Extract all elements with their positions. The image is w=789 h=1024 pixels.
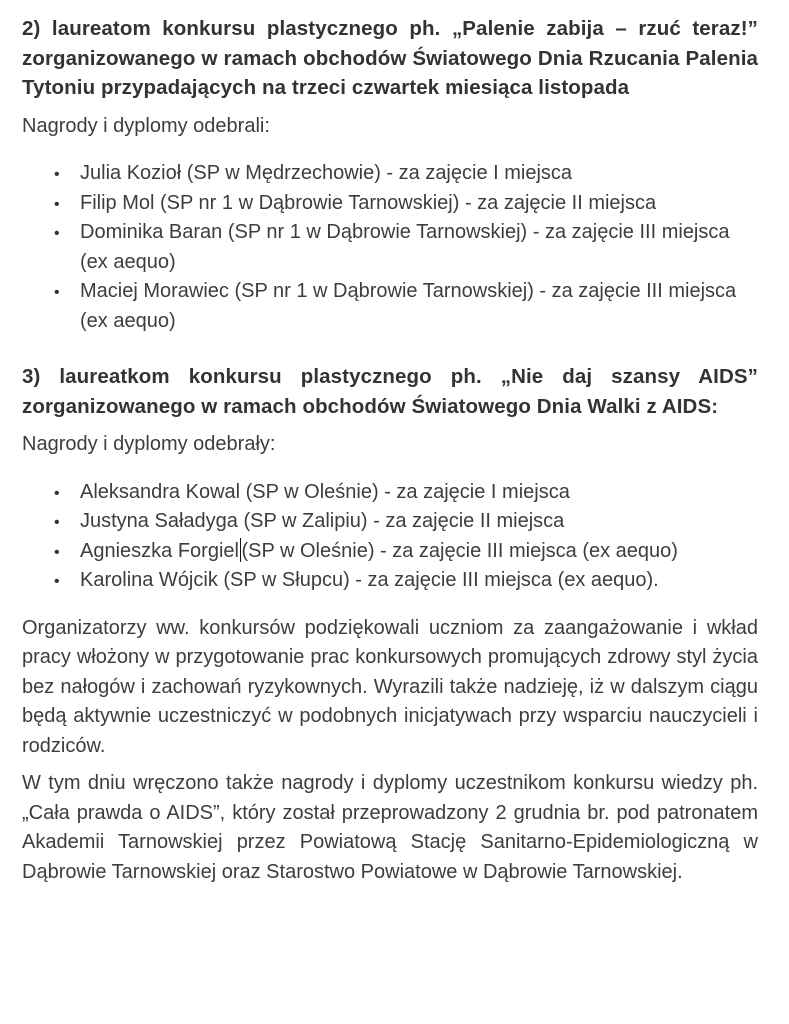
winner-text: Filip Mol (SP nr 1 w Dąbrowie Tarnowskiej) - za zajęcie II miejsca <box>80 191 657 214</box>
list-item <box>54 159 758 189</box>
section-3-heading: 3) laureatkom konkursu plastycznego ph. „Nie daj szansy AIDS” zorganizowanego w ramach obchodów Światowego Dnia Walki z AIDS: <box>22 365 758 418</box>
closing-paragraph-1: Organizatorzy ww. konkursów podziękowali uczniom za zaangażowanie i wkład pracy włożony w przygotowanie prac konkursowych promujących zdrowy styl życia bez nałogów i zachowań ryzykownych. Wyrazili także nadzieję, iż w dalszym ciągu będą aktywnie uczestniczyć w podobnych inicjatywach przy wsparciu nauczycieli i rodziców. <box>22 616 758 757</box>
list-item[interactable] <box>54 537 758 567</box>
list-item <box>54 566 758 596</box>
winner-text-after-cursor: (SP w Oleśnie) - za zajęcie III miejsca (ex aequo) <box>241 539 678 562</box>
bullet-icon: • <box>54 166 60 183</box>
winner-text: Karolina Wójcik (SP w Słupcu) - za zajęcie III miejsca (ex aequo). <box>80 569 659 591</box>
winner-text-before-cursor: Agnieszka Forgiel <box>80 539 239 562</box>
bullet-icon: • <box>54 284 60 301</box>
bullet-icon: • <box>54 484 60 502</box>
section-2-heading: 2) laureatom konkursu plastycznego ph. „Palenie zabija – rzuć teraz!” zorganizowanego w ramach obchodów Światowego Dnia Rzucania Palenia Tytoniu przypadających na trzeci czwartek miesiąca listopada <box>22 17 758 99</box>
list-item <box>54 478 758 508</box>
bullet-icon: • <box>54 195 60 213</box>
section-3-intro: Nagrody i dyplomy odebrały: <box>22 433 276 455</box>
list-item <box>54 277 758 336</box>
section-2-intro: Nagrody i dyplomy odebrali: <box>22 114 270 137</box>
bullet-icon: • <box>54 573 60 590</box>
winner-text: Aleksandra Kowal (SP w Oleśnie) - za zajęcie I miejsca <box>80 480 570 503</box>
bullet-icon: • <box>54 225 60 242</box>
winner-text: Justyna Saładyga (SP w Zalipiu) - za zajęcie II miejsca <box>80 510 565 532</box>
winner-text: Maciej Morawiec (SP nr 1 w Dąbrowie Tarnowskiej) - za zajęcie III miejsca (ex aequo) <box>80 280 737 332</box>
section-3-winners-list <box>22 478 758 596</box>
winner-text: Julia Kozioł (SP w Mędrzechowie) - za zajęcie I miejsca <box>80 162 573 184</box>
bullet-icon: • <box>54 543 60 561</box>
section-2-winners-list <box>22 159 758 336</box>
list-item <box>54 218 758 277</box>
closing-paragraph-2: W tym dniu wręczono także nagrody i dyplomy uczestnikom konkursu wiedzy ph. „Cała prawda o AIDS”, który został przeprowadzony 2 grudnia br. pod patronatem Akademii Tarnowskiej przez Powiatową Stację Sanitarno-Epidemiologiczną w Dąbrowie Tarnowskiej oraz Starostwo Powiatowe w Dąbrowie Tarnowskiej. <box>22 772 758 883</box>
list-item <box>54 189 758 219</box>
winner-text: Dominika Baran (SP nr 1 w Dąbrowie Tarnowskiej) - za zajęcie III miejsca (ex aequo) <box>80 221 730 273</box>
bullet-icon: • <box>54 514 60 531</box>
list-item <box>54 507 758 537</box>
